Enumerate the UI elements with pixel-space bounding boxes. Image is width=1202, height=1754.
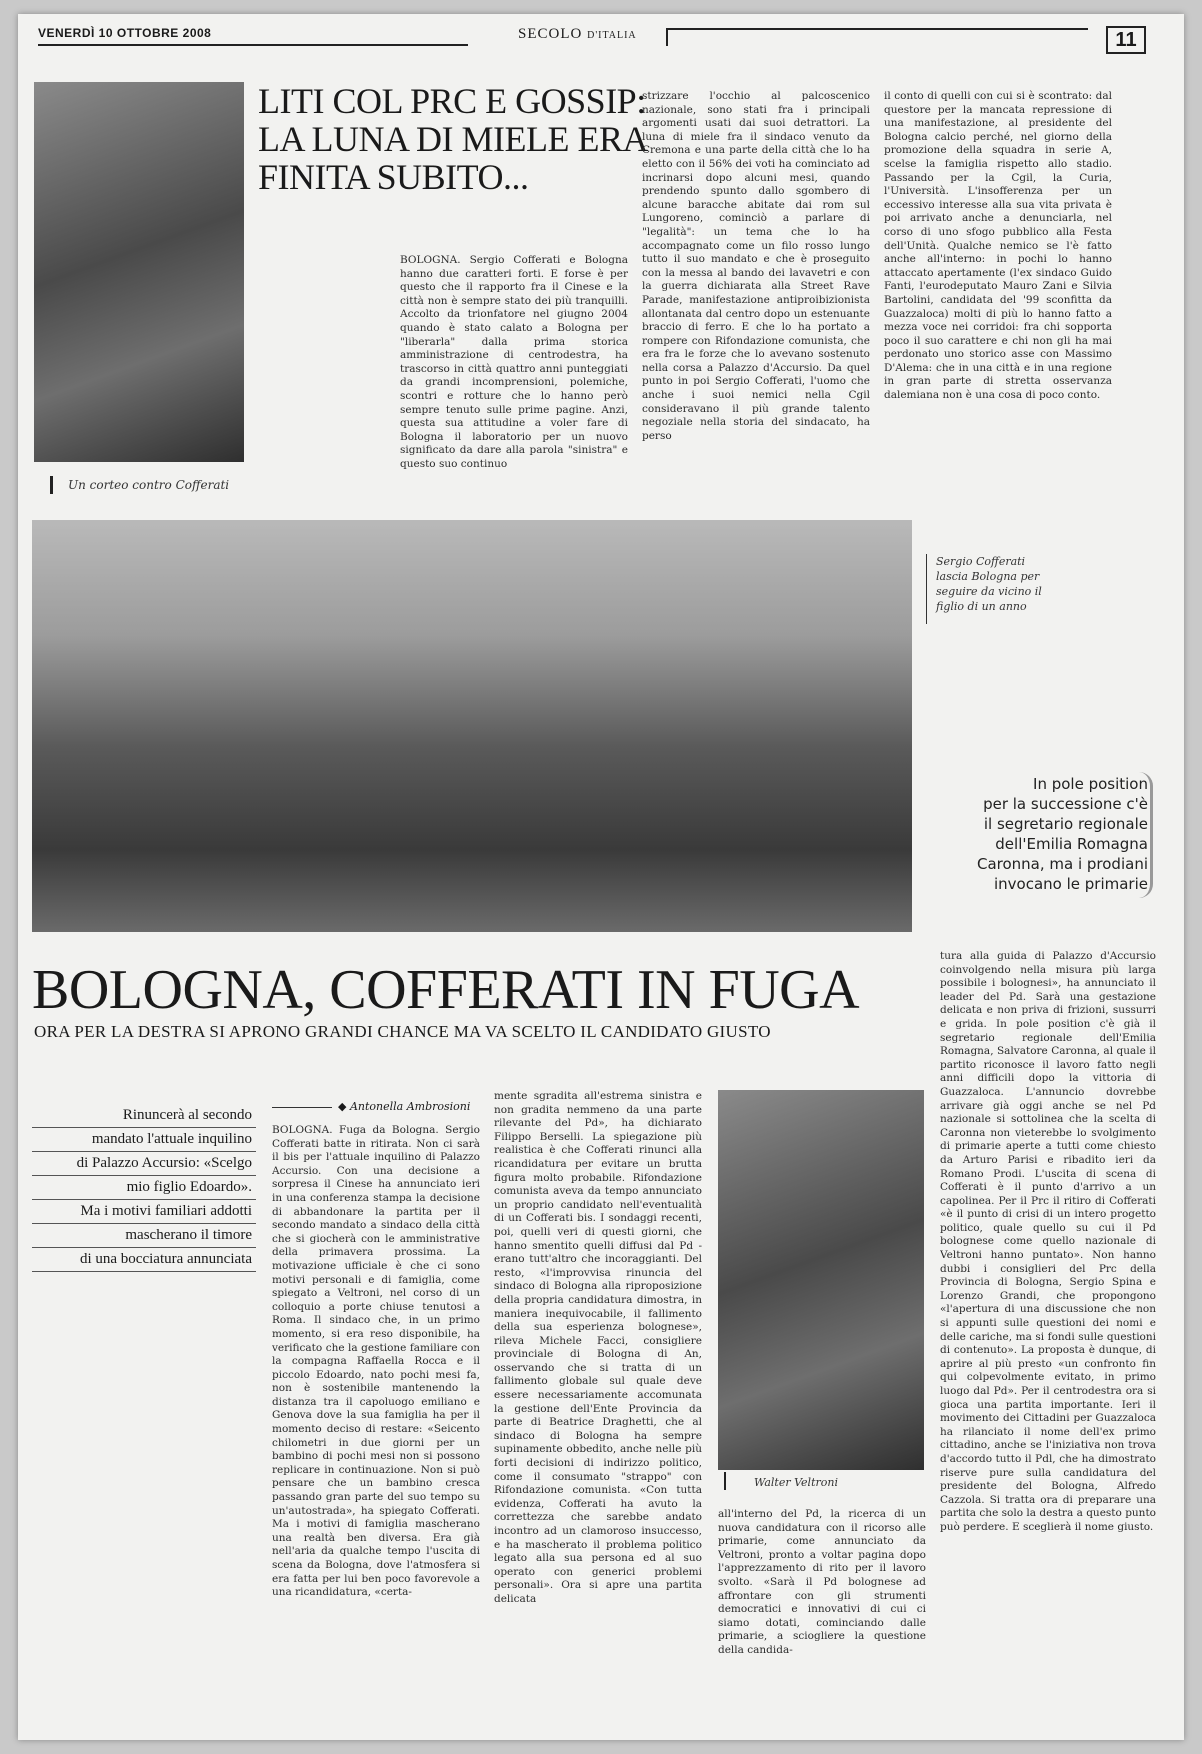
newspaper-page	[18, 14, 1184, 1740]
cofferati-main-photo	[32, 520, 912, 932]
main-photo-caption: Sergio Cofferati lascia Bologna per seguire da vicino il figlio di un anno	[936, 555, 1042, 613]
pull-quote-line: In pole position	[1033, 775, 1148, 793]
pull-quote-line: dell'Emilia Romagna	[995, 835, 1148, 853]
summary-line: mio figlio Edoardo».	[32, 1176, 256, 1200]
main-subheadline: ORA PER LA DESTRA SI APRONO GRANDI CHANCE MA VA SCELTO IL CANDIDATO GIUSTO	[34, 1022, 771, 1041]
pull-quote-line: per la successione c'è	[983, 795, 1148, 813]
main-article-column-1: BOLOGNA. Fuga da Bologna. Sergio Cofferati batte in ritirata. Non ci sarà il bis per l'attuale inquilino di Palazzo Accursio. Con una decisione a sorpresa il Cinese ha annunciato ieri in una conferenza stampa la decisione di abbandonare la partita per il secondo mandato a sindaco della città che si giocherà con le amministrative della primavera prossima. La motivazione ufficiale è che ci sono motivi personali e di famiglia, come spiegato a Veltroni, nel corso di un colloquio a porte chiuse tenutosi a Roma. Il sindaco che, in un primo momento, si era reso disponibile, ha verificato che la gestione familiare con la compagna Raffaella Rocca e il piccolo Edoardo, nato pochi mesi fa, non è sostenibile mantenendo la distanza tra il capoluogo emiliano e Genova dove la sua famiglia ha per il momento deciso di restare: «Seicento chilometri in due giorni per un bambino di pochi mesi non si possono replicare in continuazione. Non si può pensare che un bambino cresca passando gran parte del suo tempo su un'autostrada», ha spiegato Cofferati. Ma i motivi di famiglia mascherano una realtà ben diversa. Era già nell'aria da qualche tempo l'uscita di scena da Bologna, dove l'atmosfera si era fatta per lui ben poco favorevole a una ricandidatura, «certa-	[272, 1124, 480, 1599]
masthead-title: SECOLO	[518, 26, 583, 42]
header-rule-left	[38, 44, 468, 46]
veltroni-photo	[718, 1090, 924, 1470]
pull-quote-line: il segretario regionale	[983, 815, 1148, 833]
page-number: 11	[1106, 26, 1146, 54]
top-article-column-3: il conto di quelli con cui si è scontrato: dal questore per la mancata repressione di una manifestazione, al presidente del Bologna calcio perché, nel giorno della promozione della squadra in serie A, scelse la famiglia rispetto allo stadio. Passando per la Cgil, la Curia, l'Università. L'insofferenza per un eccessivo interesse alla sua vita privata è poi arrivato anche a denunciarla, nel corso di uno sfogo pubblico alla Festa dell'Unità. Qualche nemico se l'è fatto anche all'interno: in pochi lo hanno attaccato apertamente (l'ex sindaco Guido Fanti, l'eurodeputato Mauro Zani e Silvia Bartolini, candidata del '99 sconfitta da Guazzaloca) molti di più lo hanno fatto a mezza voce nei corridoi: fra chi sopporta poco il suo carattere e chi non gli ha mai perdonato uno storico asse con Massimo D'Alema: che in una città e in una regione in gran parte di stretta osservanza dalemiana non è una cosa di poco conto.	[884, 90, 1112, 402]
masthead-subtitle: D'ITALIA	[587, 30, 637, 41]
summary-line: Rinuncerà al secondo	[32, 1104, 256, 1128]
byline-diamond-icon: ◆	[338, 1100, 350, 1113]
main-article-column-2: mente sgradita all'estrema sinistra e non gradita nemmeno da una parte rilevante del Pd», ha dichiarato Filippo Berselli. La spiegazione più realistica è che Cofferati rinunci alla ricandidatura per evitare un brutta figura molto probabile. Rifondazione comunista aveva da tempo annunciato un proprio candidato nell'eventualità di un Cofferati bis. I sondaggi recenti, poi, quelli veri di questi giorni, che hanno smentito quelli diffusi dal Pd - erano tutt'altro che incoraggianti. Del resto, «l'improvvisa rinuncia del sindaco di Bologna alla riproposizione della propria candidatura dimostra, in maniera inequivocabile, il fallimento della sua esperienza bolognese», rileva Michele Facci, consigliere provinciale di Bologna di An, osservando che si tratta di un fallimento globale sul quale deve essere necessariamente accomunata la gestione dell'Ente Provincia da parte di Beatrice Draghetti, che al sindaco di Bologna ha sempre supinamente obbedito, anche nelle più forti decisioni di indirizzo politico, come il consumato "strappo" con Rifondazione comunista. «Con tutta evidenza, Cofferati ha avuto la correttezza che sarebbe andato incontro ad un clamoroso insuccesso, e ha mascherato il problema politico legato alla sua persona ed al suo operato con generici problemi personali». Ora si apre una partita delicata	[494, 1090, 702, 1605]
summary-line: Ma i motivi familiari addotti	[32, 1200, 256, 1224]
top-article-column-1: BOLOGNA. Sergio Cofferati e Bologna hanno due caratteri forti. E forse è per questo che il rapporto fra il Cinese e la città non è sempre stato dei più tranquilli. Accolto da trionfatore nel giugno 2004 quando è stato calato a Bologna per "liberarla" dalla prima storica amministrazione di centrodestra, ha trascorso in città quattro anni punteggiati da grandi incomprensioni, polemiche, scontri e rotture che lo hanno però sempre tenuto sulle prime pagine. Anzi, questa sua attitudine a voler fare di Bologna il laboratorio per un nuovo significato da dare alla parola "sinistra" e questo suo continuo	[400, 254, 628, 470]
protest-photo	[34, 82, 244, 462]
summary-line: mandato l'attuale inquilino	[32, 1128, 256, 1152]
byline-author: Antonella Ambrosioni	[349, 1100, 471, 1113]
veltroni-photo-caption: Walter Veltroni	[754, 1476, 838, 1489]
pull-quote-brace	[1138, 772, 1153, 898]
main-article-column-3: all'interno del Pd, la ricerca di un nuova candidatura con il ricorso alle primarie, come annunciato da Veltroni, pronto a voltar pagina dopo l'apprezzamento di rito per il lavoro svolto. «Sarà il Pd bolognese ad affrontare con gli strumenti democratici e innovativi di cui ci siamo dotati, cominciando dalle primarie, a sciogliere la questione della candida-	[718, 1508, 926, 1656]
main-headline: BOLOGNA, COFFERATI IN FUGA	[32, 959, 860, 1021]
header-rule-right	[666, 28, 1088, 46]
pull-quote-line: invocano le primarie	[993, 875, 1148, 893]
issue-date: VENERDÌ 10 OTTOBRE 2008	[38, 26, 212, 40]
summary-line: mascherano il timore	[32, 1224, 256, 1248]
top-headline: LITI COL PRC E GOSSIP: LA LUNA DI MIELE ERA FINITA SUBITO...	[258, 81, 646, 197]
top-article-column-2: strizzare l'occhio al palcoscenico nazionale, sono stati fra i principali argomenti usati dai suoi detrattori. La luna di miele fra il sindaco venuto da Cremona e una parte della città che lo ha eletto con il 56% dei voti ha cominciato ad incrinarsi dopo alcuni mesi, quando prendendo spunto dallo sgombero di alcune baracche abitate dai rom sul Lungoreno, cominciò a parlare di "legalità": un tema che lo ha accompagnato come un filo rosso lungo tutto il suo mandato e che è proseguito con la messa al bando dei lavavetri e con la guerra dichiarata alla Street Rave Parade, manifestazione antiproibizionista allontanata dal centro dopo un estenuante braccio di ferro. E che lo ha portato a rompere con Rifondazione comunista, che era fra le forze che lo avevano sostenuto nella corsa a Palazzo d'Accursio. Da quel punto in poi Sergio Cofferati, l'uomo che anche i suoi nemici nella Cgil consideravano il più grande talento negoziale nella storia del sindacato, ha perso	[642, 90, 870, 442]
summary-line: di una bocciatura annunciata	[32, 1248, 256, 1272]
masthead	[518, 26, 637, 43]
byline-rule	[272, 1107, 332, 1108]
photo-caption-rule	[50, 476, 53, 494]
main-photo-caption-rule	[926, 554, 927, 624]
protest-photo-caption: Un corteo contro Cofferati	[68, 478, 230, 492]
main-article-column-4: tura alla guida di Palazzo d'Accursio coinvolgendo nella misura più larga possibile i bolognesi», ha annunciato il leader del Pd. Sarà una gestazione delicata e non priva di frizioni, sussurri e grida. In pole position c'è già il segretario regionale dell'Emilia Romagna, Salvatore Caronna, al quale il partito riconosce il lavoro fatto negli anni difficili dopo la vittoria di Guazzaloca. L'annuncio dovrebbe arrivare già oggi anche se nel Pd nazionale si sottolinea che la scelta di Caronna non vieterebbe lo svolgimento di primarie aperte a tutti come chiesto da Arturo Parisi e ribadito ieri da Romano Prodi. L'uscita di scena di Cofferati è il punto d'arrivo a un capolinea. Per il Prc il ritiro di Cofferati «è il punto di crisi di un intero progetto politico, quale quello su cui il Pd bolognese come quello nazionale di Veltroni hanno puntato». Non hanno dubbi i consiglieri del Prc della Provincia di Bologna, Sergio Spina e Lorenzo Grandi, che propongono «l'apertura di una discussione che non si appunti sulle questioni dei nomi e delle cariche, ma si fondi sulle questioni di contenuto». La proposta è dunque, di aprire al più presto «un confronto fin qui colpevolmente evitato, in primo luogo dal Pd». Per il centrodestra ora si gioca una partita importante. Ieri il movimento dei Cittadini per Guazzaloca ha rilanciato il nome dell'ex primo cittadino, anche se l'iniziativa non trova d'accordo tutto il Pdl, che ha dimostrato riserve pure sulla candidatura del presidente del Bologna, Alfredo Cazzola. Si tratta ora di preparare una partita che solo la destra a questo punto può perdere. E sceglierà il nome giusto.	[940, 950, 1156, 1533]
summary-line: di Palazzo Accursio: «Scelgo	[32, 1152, 256, 1176]
veltroni-caption-rule	[724, 1472, 726, 1490]
article-summary	[32, 1104, 256, 1272]
pull-quote-line: Caronna, ma i prodiani	[976, 855, 1148, 873]
pull-quote	[948, 774, 1148, 894]
